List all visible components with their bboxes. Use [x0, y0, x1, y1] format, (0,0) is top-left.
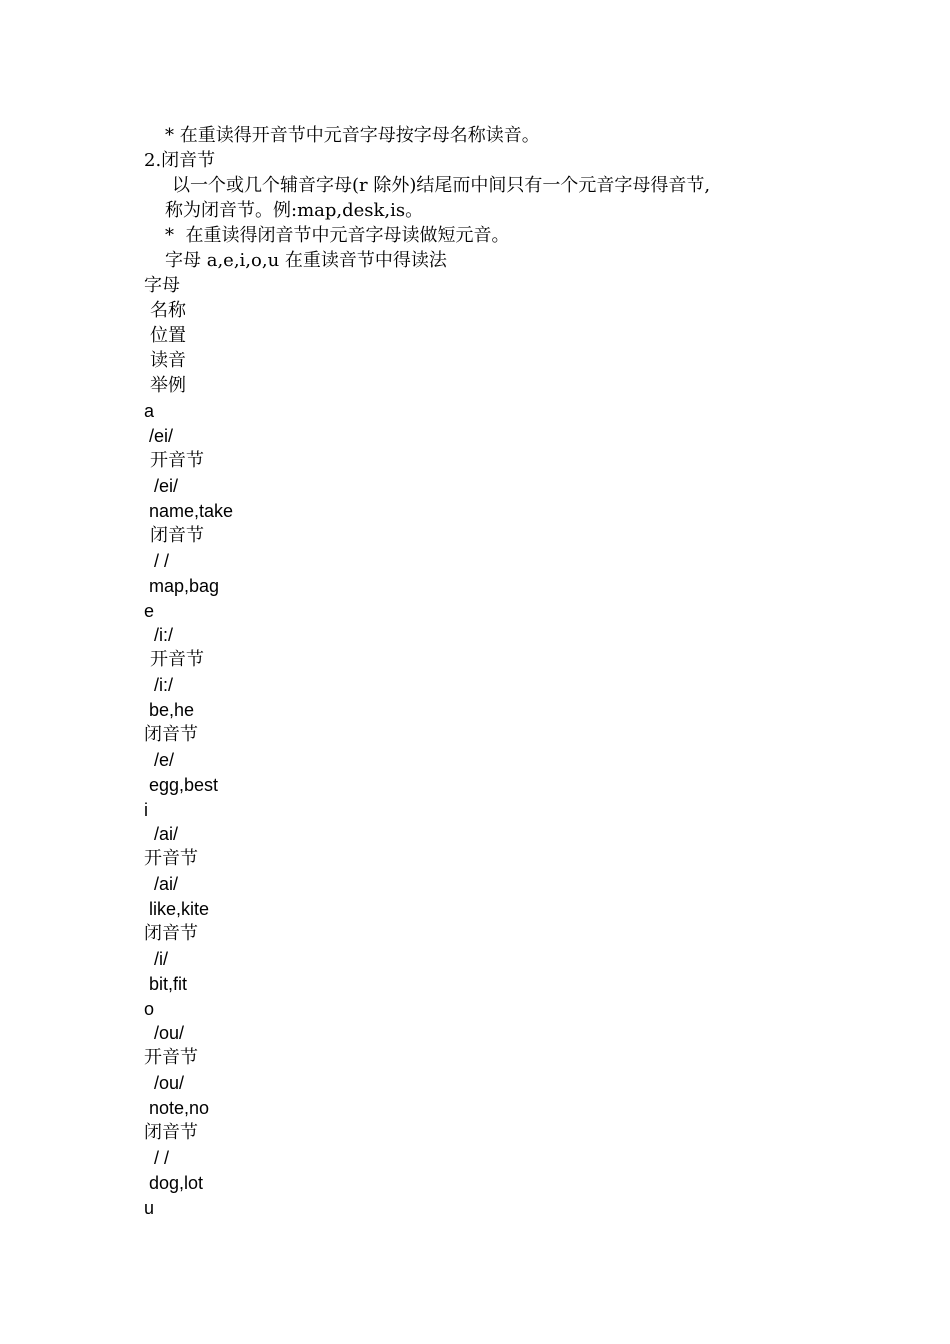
row-e-closed-position: 闭音节	[144, 724, 198, 745]
row-a-closed-example: map,bag	[149, 576, 220, 596]
table-caption: 字母 a,e,i,o,u 在重读音节中得读法	[165, 250, 447, 271]
row-i-closed-example: bit,fit	[149, 974, 188, 994]
row-e-open-sound: /i:/	[154, 675, 174, 695]
closed-syllable-heading: 2.闭音节	[144, 150, 216, 171]
row-a-name: /ei/	[149, 426, 174, 446]
row-i-open-example: like,kite	[149, 899, 210, 919]
row-e-open-example: be,he	[149, 700, 195, 720]
row-i-open-sound: /ai/	[154, 874, 179, 894]
row-o-name: /ou/	[154, 1023, 185, 1043]
row-o-open-example: note,no	[149, 1098, 210, 1118]
row-a-open-example: name,take	[149, 501, 234, 521]
row-i-letter: i	[144, 800, 148, 820]
row-o-open-position: 开音节	[144, 1047, 198, 1068]
row-a-open-position: 开音节	[150, 450, 204, 471]
row-o-closed-example: dog,lot	[149, 1173, 204, 1193]
header-example: 举例	[150, 375, 186, 396]
row-o-open-sound: /ou/	[154, 1073, 185, 1093]
row-a-closed-sound: / /	[154, 551, 170, 571]
row-o-closed-position: 闭音节	[144, 1122, 198, 1143]
row-e-letter: e	[144, 601, 155, 621]
header-letter: 字母	[144, 275, 180, 296]
closed-syllable-definition-line-1: 以一个或几个辅音字母(r 除外)结尾而中间只有一个元音字母得音节,	[172, 175, 711, 196]
row-i-closed-position: 闭音节	[144, 923, 198, 944]
row-u-letter: u	[144, 1198, 155, 1218]
header-name: 名称	[150, 300, 186, 321]
row-e-closed-sound: /e/	[154, 750, 175, 770]
row-i-name: /ai/	[154, 824, 179, 844]
row-i-open-position: 开音节	[144, 848, 198, 869]
row-a-closed-position: 闭音节	[150, 525, 204, 546]
row-e-open-position: 开音节	[150, 649, 204, 670]
row-e-closed-example: egg,best	[149, 775, 219, 795]
row-a-open-sound: /ei/	[154, 476, 179, 496]
row-i-closed-sound: /i/	[154, 949, 169, 969]
closed-syllable-note: * 在重读得闭音节中元音字母读做短元音。	[165, 225, 510, 246]
row-a-letter: a	[144, 401, 155, 421]
header-position: 位置	[150, 325, 186, 346]
row-o-closed-sound: / /	[154, 1148, 170, 1168]
row-e-name: /i:/	[154, 625, 174, 645]
row-o-letter: o	[144, 999, 155, 1019]
open-syllable-note: * 在重读得开音节中元音字母按字母名称读音。	[165, 125, 540, 146]
header-pronunciation: 读音	[150, 350, 186, 371]
closed-syllable-definition-line-2: 称为闭音节。例:map,desk,is。	[165, 200, 424, 221]
